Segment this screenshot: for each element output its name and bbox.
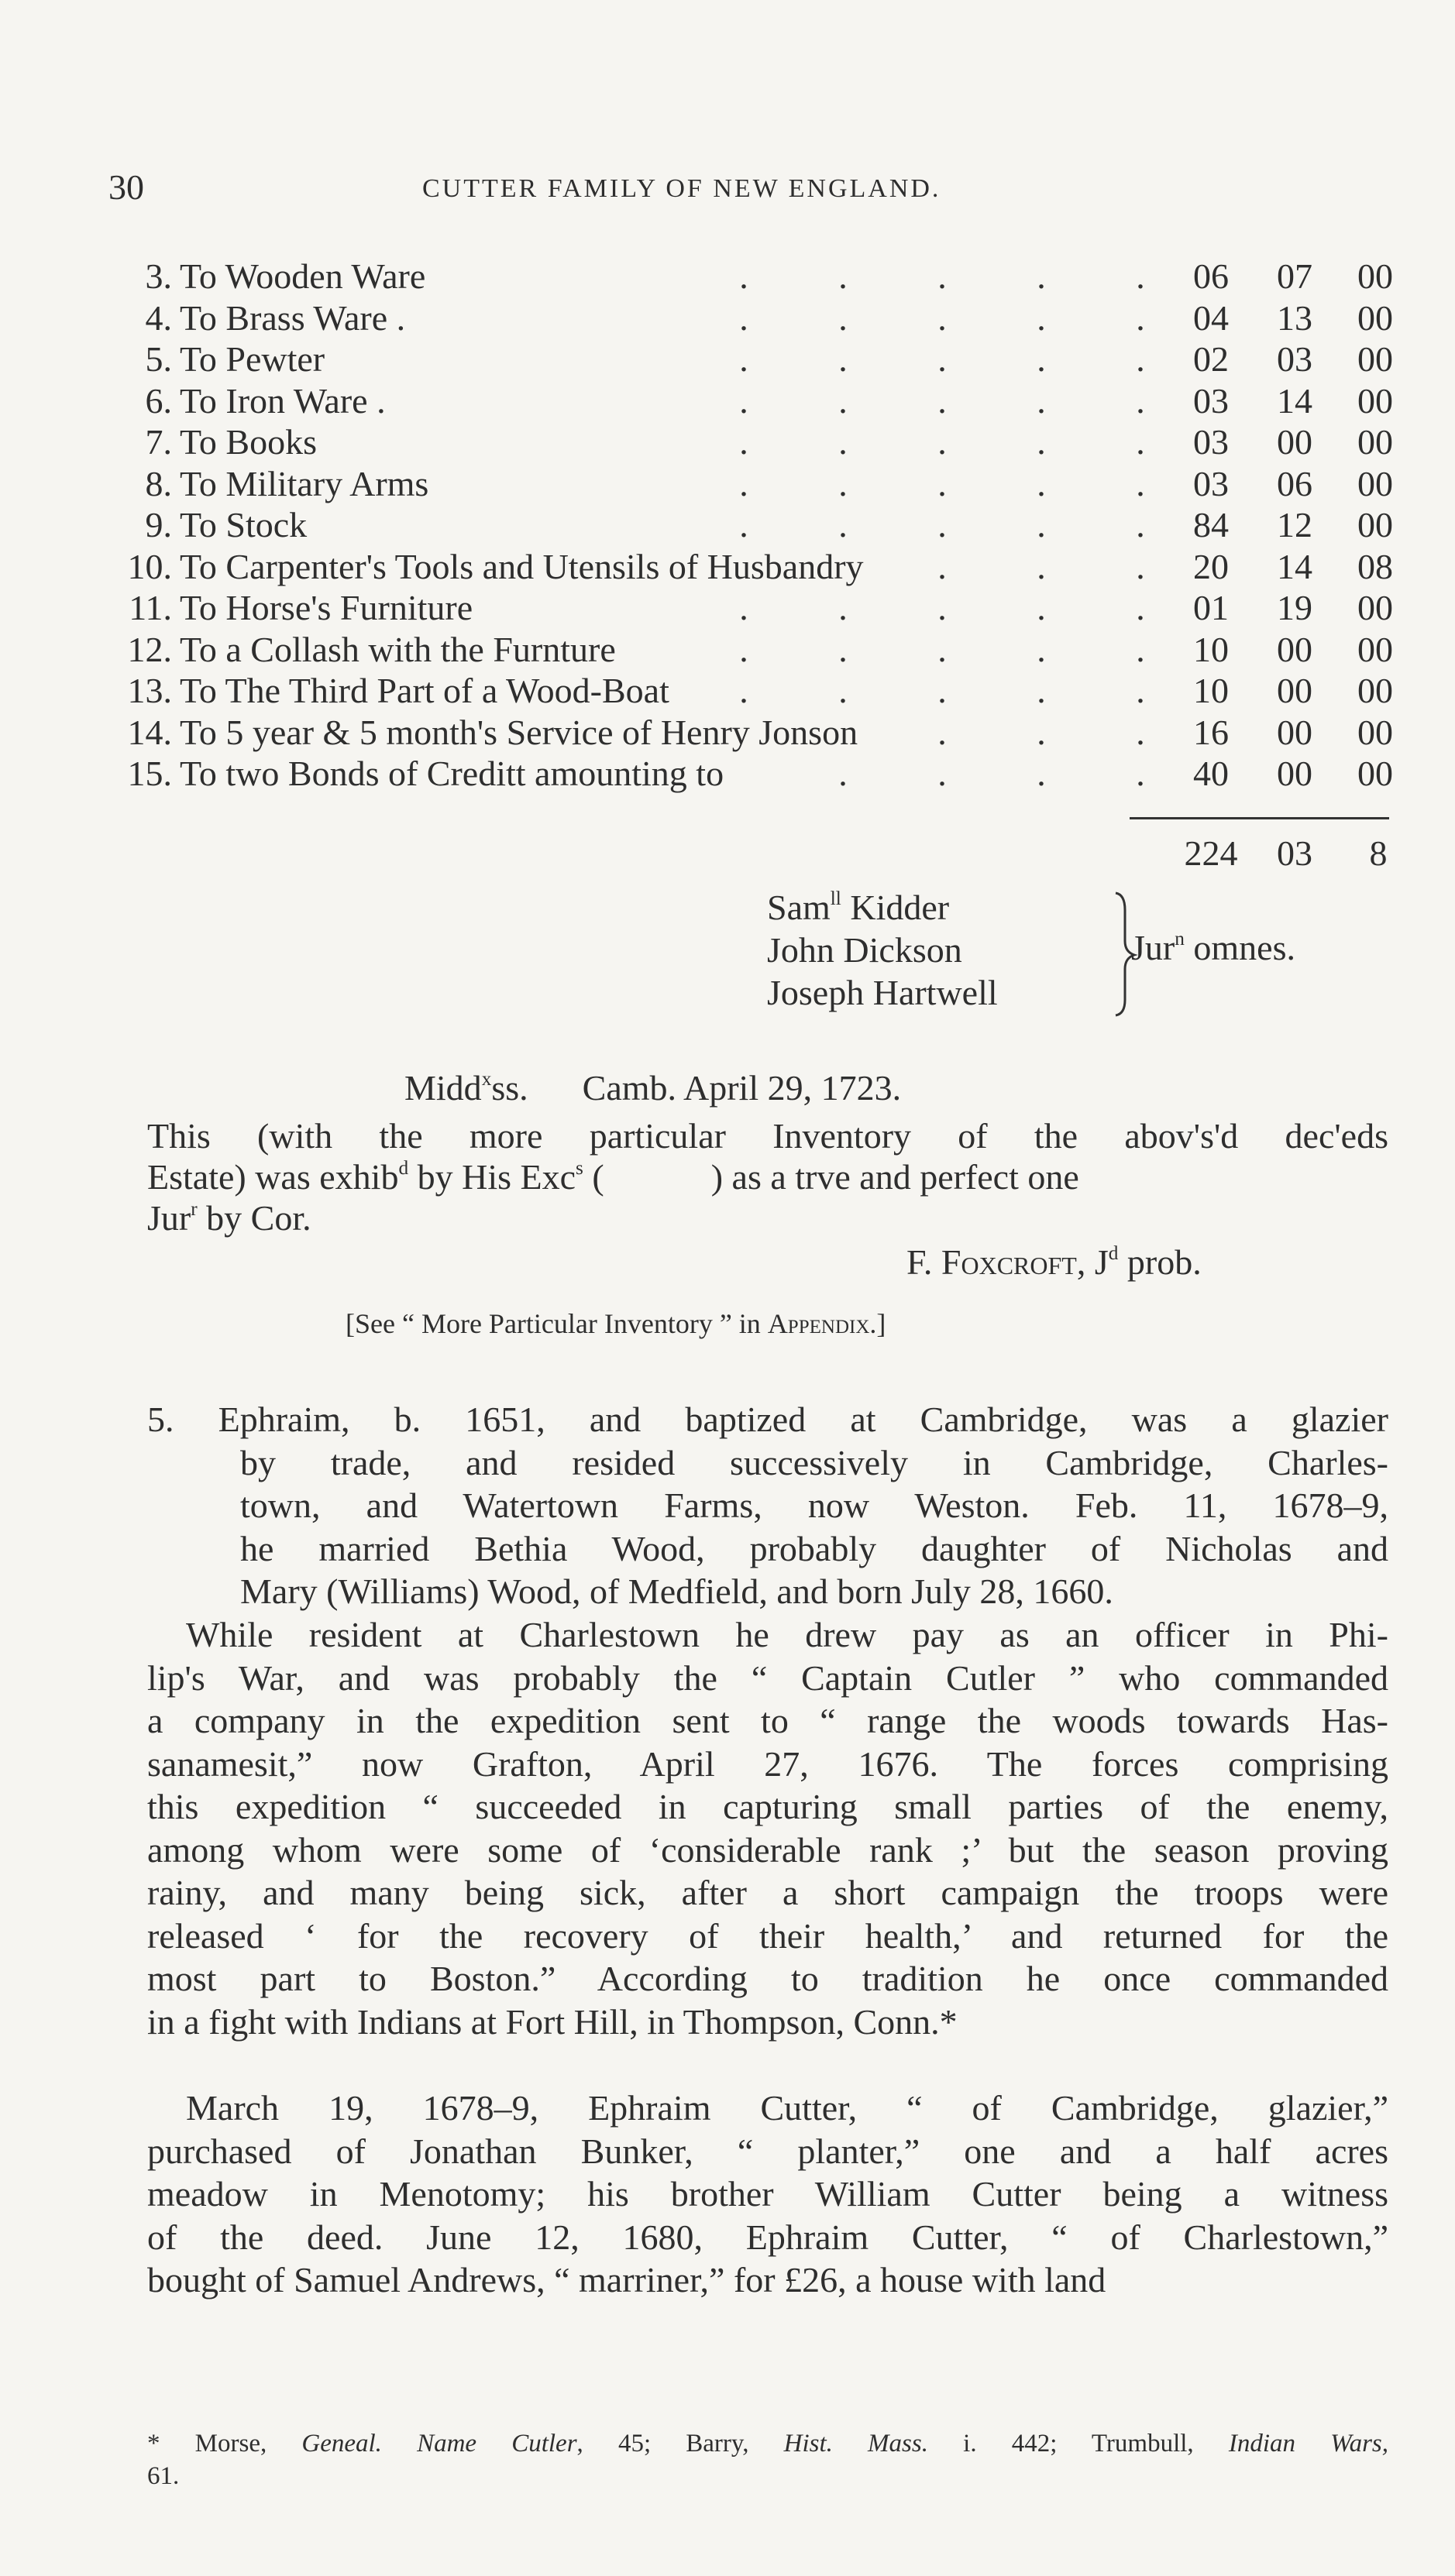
- leader-dot: .: [838, 463, 848, 503]
- leader-dot: .: [739, 422, 748, 462]
- paragraph-line: bought of Samuel Andrews, “ marriner,” for £26, a house with land: [147, 2260, 1106, 2300]
- item-label: To The Third Part of a Wood-Boat: [180, 671, 669, 710]
- paragraph-ephraim: [147, 1398, 1388, 1613]
- jurati-omnes: Jur$^n$ omnes.: [1131, 928, 1295, 967]
- paragraph-charlestown: [147, 1613, 1388, 2043]
- paragraph-line: by trade, and resided successively in Cambridge, Charles-: [240, 1442, 1388, 1482]
- leader-dot: .: [838, 256, 848, 296]
- paragraph-line: town, and Watertown Farms, now Weston. Feb. 11, 1678–9,: [240, 1485, 1388, 1525]
- item-shillings: 12: [1277, 505, 1312, 544]
- item-number: 6.: [145, 380, 172, 421]
- leader-dot: .: [739, 505, 748, 544]
- leader-dot: .: [838, 339, 848, 379]
- leader-dot: .: [937, 297, 947, 338]
- paragraph-line: in a fight with Indians at Fort Hill, in Thompson, Conn.*: [147, 2001, 958, 2042]
- leader-dot: .: [1037, 339, 1046, 379]
- paragraph-line: purchased of Jonathan Bunker, “ planter,” one and a half acres: [147, 2131, 1388, 2171]
- leader-dot: .: [937, 256, 947, 296]
- probate-line: This (with the more particular Inventory of the abov's'd dec'eds: [147, 1116, 1388, 1156]
- total-pence: 8: [1369, 833, 1388, 873]
- item-pounds: 10: [1193, 671, 1229, 710]
- item-pounds: 02: [1193, 339, 1229, 379]
- leader-dot: .: [739, 671, 748, 710]
- inventory-row: [116, 504, 1395, 546]
- item-pence: 00: [1357, 754, 1393, 793]
- item-number: 12.: [127, 629, 172, 669]
- footnote-line: * Morse, Geneal. Name Cutler, 45; Barry, Hist. Mass. i. 442; Trumbull, Indian Wars,: [147, 2430, 1389, 2458]
- leader-dot: .: [1136, 380, 1145, 421]
- item-label: To Military Arms: [180, 463, 429, 503]
- paragraph-line: he married Bethia Wood, probably daughter of Nicholas and: [240, 1528, 1388, 1568]
- leader-dot: .: [1037, 256, 1046, 296]
- paragraph-line: Mary (Williams) Wood, of Medfield, and born July 28, 1660.: [240, 1571, 1113, 1611]
- item-pence: 00: [1357, 505, 1393, 544]
- inventory-row: [116, 587, 1395, 629]
- item-label: To Carpenter's Tools and Utensils of Husbandry: [180, 546, 864, 586]
- leader-dot: .: [937, 671, 947, 710]
- item-number: 3.: [145, 256, 172, 296]
- leader-dot: .: [1037, 380, 1046, 421]
- total-shillings: 03: [1277, 833, 1312, 873]
- paragraph-line: a company in the expedition sent to “ range the woods towards Has-: [147, 1701, 1388, 1740]
- item-pounds: 20: [1193, 546, 1229, 586]
- probate-line: Jur$^r$ by Cor.: [147, 1198, 311, 1238]
- probate-line: Estate) was exhib$^d$ by His Exc$^s$ ( ) as a trve and perfect one: [147, 1157, 1079, 1197]
- inventory-row: [116, 463, 1395, 505]
- probate-heading: Midd$^x$ss. Camb. April 29, 1723.: [404, 1068, 902, 1108]
- leader-dot: .: [937, 712, 947, 752]
- item-shillings: 00: [1277, 754, 1312, 793]
- leader-dot: .: [739, 380, 748, 421]
- page-number: 30: [108, 167, 144, 207]
- item-pounds: 03: [1193, 380, 1229, 421]
- paragraph-line: among whom were some of ‘considerable rank ;’ but the season proving: [147, 1829, 1388, 1870]
- item-number: 10.: [127, 546, 172, 586]
- leader-dot: .: [1136, 297, 1145, 338]
- paragraph-line: meadow in Menotomy; his brother William Cutter being a witness: [147, 2174, 1388, 2214]
- item-pounds: 01: [1193, 588, 1229, 627]
- leader-dot: .: [838, 505, 848, 544]
- item-pence: 00: [1357, 339, 1393, 379]
- appendix-note: [See “ More Particular Inventory ” in Appendix.]: [346, 1308, 886, 1339]
- item-shillings: 19: [1277, 588, 1312, 627]
- leader-dot: .: [937, 422, 947, 462]
- item-pounds: 04: [1193, 297, 1229, 338]
- item-label: To Books: [180, 422, 317, 462]
- inventory-list: [116, 256, 1395, 795]
- paragraph-line: of the deed. June 12, 1680, Ephraim Cutter, “ of Charlestown,”: [147, 2217, 1388, 2257]
- item-pence: 00: [1357, 588, 1393, 627]
- paragraph-line: sanamesit,” now Grafton, April 27, 1676. The forces comprising: [147, 1743, 1388, 1784]
- item-number: 8.: [145, 463, 172, 503]
- leader-dot: .: [1037, 754, 1046, 793]
- item-pence: 00: [1357, 380, 1393, 421]
- leader-dot: .: [1037, 505, 1046, 544]
- item-number: 5.: [145, 339, 172, 379]
- leader-dot: .: [937, 629, 947, 669]
- leader-dot: .: [1136, 339, 1145, 379]
- item-label: To two Bonds of Creditt amounting to: [180, 754, 724, 793]
- leader-dot: .: [838, 671, 848, 710]
- leader-dot: .: [937, 505, 947, 544]
- leader-dot: .: [1136, 256, 1145, 296]
- paragraph-march: [147, 2087, 1388, 2302]
- leader-dot: .: [838, 754, 848, 793]
- item-pounds: 10: [1193, 629, 1229, 669]
- paragraph-line: most part to Boston.” According to tradition he once commanded: [147, 1959, 1388, 1998]
- item-shillings: 00: [1277, 712, 1312, 752]
- leader-dot: .: [1037, 712, 1046, 752]
- item-shillings: 07: [1277, 256, 1312, 296]
- inventory-row: [116, 712, 1395, 754]
- inventory-row: [116, 629, 1395, 671]
- leader-dot: .: [937, 339, 947, 379]
- item-number: 9.: [145, 505, 172, 544]
- item-number: 4.: [145, 297, 172, 338]
- item-shillings: 00: [1277, 671, 1312, 710]
- inventory-row: [116, 297, 1395, 339]
- item-label: To Horse's Furniture: [180, 588, 473, 627]
- leader-dot: .: [1037, 546, 1046, 586]
- leader-dot: .: [739, 339, 748, 379]
- leader-dot: .: [739, 588, 748, 627]
- inventory-row: [116, 380, 1395, 422]
- total-pounds: 224: [1184, 833, 1238, 873]
- item-pence: 00: [1357, 256, 1393, 296]
- item-shillings: 14: [1277, 546, 1312, 586]
- leader-dot: .: [1037, 588, 1046, 627]
- juror-name: Sam$^{ll}$ Kidder: [767, 888, 950, 927]
- leader-dot: .: [838, 422, 848, 462]
- item-pence: 00: [1357, 463, 1393, 503]
- item-pence: 00: [1357, 629, 1393, 669]
- leader-dot: .: [1136, 546, 1145, 586]
- leader-dot: .: [838, 297, 848, 338]
- inventory-row: [116, 421, 1395, 463]
- item-pounds: 84: [1193, 505, 1229, 544]
- item-label: To Wooden Ware: [180, 256, 426, 296]
- leader-dot: .: [739, 256, 748, 296]
- item-pence: 00: [1357, 671, 1393, 710]
- leader-dot: .: [1136, 712, 1145, 752]
- leader-dot: .: [1037, 422, 1046, 462]
- paragraph-line: March 19, 1678–9, Ephraim Cutter, “ of Cambridge, glazier,”: [186, 2088, 1388, 2128]
- paragraph-line: rainy, and many being sick, after a short campaign the troops were: [147, 1873, 1388, 1912]
- item-pence: 00: [1357, 297, 1393, 338]
- item-pounds: 16: [1193, 712, 1229, 752]
- total-rule: [1130, 817, 1389, 819]
- leader-dot: .: [1136, 671, 1145, 710]
- leader-dot: .: [838, 588, 848, 627]
- leader-dot: .: [1037, 629, 1046, 669]
- jurors-block: [767, 887, 1387, 1018]
- item-pence: 08: [1357, 546, 1393, 586]
- leader-dot: .: [1136, 754, 1145, 793]
- paragraph-line: 5. Ephraim, b. 1651, and baptized at Cambridge, was a glazier: [147, 1400, 1388, 1439]
- item-number: 15.: [127, 754, 172, 793]
- inventory-row: [116, 256, 1395, 297]
- item-label: To Stock: [180, 505, 308, 544]
- item-shillings: 14: [1277, 380, 1312, 421]
- inventory-row: [116, 546, 1395, 588]
- inventory-row: [116, 753, 1395, 795]
- footnote: [147, 2427, 1388, 2492]
- leader-dot: .: [1136, 422, 1145, 462]
- leader-dot: .: [937, 754, 947, 793]
- running-head: [108, 167, 1387, 213]
- item-label: To Iron Ware .: [180, 380, 386, 421]
- paragraph-line: lip's War, and was probably the “ Captain Cutler ” who commanded: [147, 1657, 1388, 1698]
- item-number: 14.: [127, 712, 172, 752]
- leader-dot: .: [739, 297, 748, 338]
- leader-dot: .: [1136, 505, 1145, 544]
- leader-dot: .: [1037, 671, 1046, 710]
- inventory-row: [116, 338, 1395, 380]
- item-label: To Pewter: [180, 339, 325, 379]
- item-label: To Brass Ware .: [180, 297, 406, 338]
- paragraph-line: released ‘ for the recovery of their health,’ and returned for the: [147, 1915, 1388, 1956]
- leader-dot: .: [739, 629, 748, 669]
- item-label: To 5 year & 5 month's Service of Henry Jonson: [180, 712, 858, 752]
- inventory-total: [116, 833, 1395, 879]
- item-number: 11.: [129, 588, 172, 627]
- leader-dot: .: [838, 380, 848, 421]
- juror-name: Joseph Hartwell: [767, 973, 998, 1012]
- item-shillings: 00: [1277, 422, 1312, 462]
- leader-dot: .: [937, 380, 947, 421]
- paragraph-line: this expedition “ succeeded in capturing small parties of the enemy,: [147, 1787, 1388, 1826]
- judge-signature: F. Foxcroft, $J^d$ prob.: [906, 1242, 1202, 1282]
- item-number: 13.: [127, 671, 172, 710]
- footnote-rule: [147, 2401, 1388, 2402]
- inventory-row: [116, 670, 1395, 712]
- leader-dot: .: [937, 588, 947, 627]
- leader-dot: .: [937, 463, 947, 503]
- item-shillings: 06: [1277, 463, 1312, 503]
- item-pounds: 03: [1193, 463, 1229, 503]
- item-shillings: 03: [1277, 339, 1312, 379]
- leader-dot: .: [1136, 588, 1145, 627]
- running-title: CUTTER FAMILY OF NEW ENGLAND.: [422, 174, 941, 203]
- item-pence: 00: [1357, 712, 1393, 752]
- paragraph-line: While resident at Charlestown he drew pay as an officer in Phi-: [186, 1615, 1388, 1654]
- item-pounds: 03: [1193, 422, 1229, 462]
- probate-text: [147, 1115, 1388, 1238]
- item-shillings: 00: [1277, 629, 1312, 669]
- leader-dot: .: [739, 463, 748, 503]
- item-label: To a Collash with the Furnture: [180, 629, 616, 669]
- juror-name: John Dickson: [767, 930, 962, 970]
- item-shillings: 13: [1277, 297, 1312, 338]
- leader-dot: .: [1037, 297, 1046, 338]
- leader-dot: .: [1136, 629, 1145, 669]
- item-pence: 00: [1357, 422, 1393, 462]
- leader-dot: .: [1037, 463, 1046, 503]
- item-pounds: 06: [1193, 256, 1229, 296]
- item-number: 7.: [145, 422, 172, 462]
- leader-dot: .: [1136, 463, 1145, 503]
- footnote-line: 61.: [147, 2462, 180, 2490]
- item-pounds: 40: [1193, 754, 1229, 793]
- leader-dot: .: [838, 629, 848, 669]
- leader-dot: .: [937, 546, 947, 586]
